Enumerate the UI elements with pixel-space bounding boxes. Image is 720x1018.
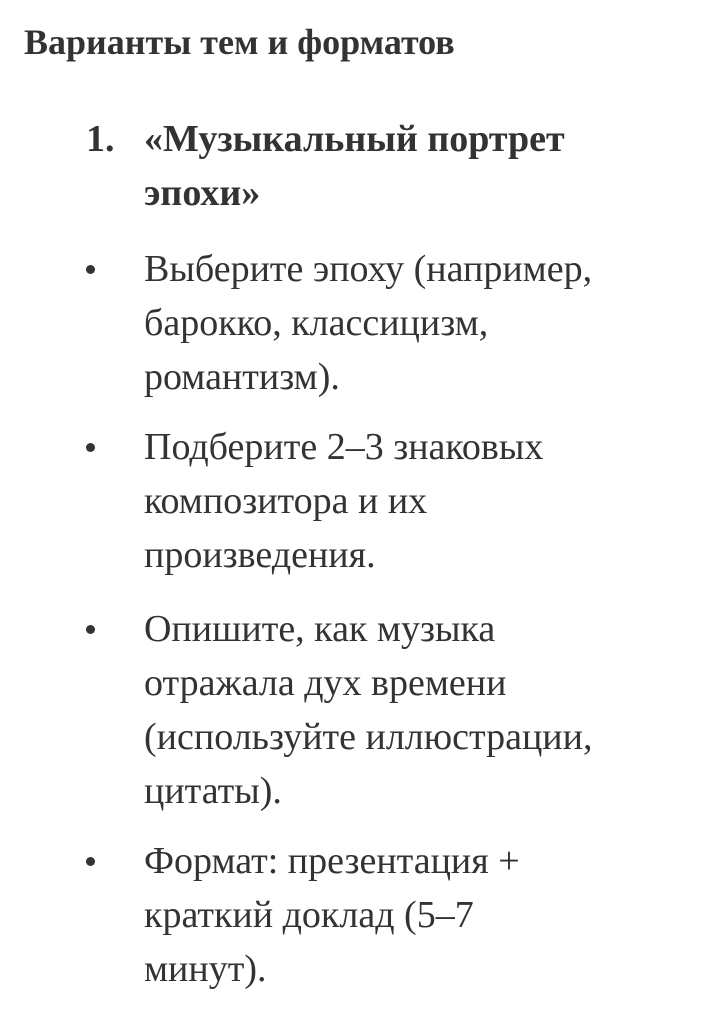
list-number: 1. xyxy=(86,118,115,160)
text-line: Подберите 2–3 знаковых xyxy=(144,426,544,468)
title-line: эпохи» xyxy=(144,172,261,214)
text-line: композитора и их xyxy=(144,480,428,522)
text-line: цитаты). xyxy=(144,770,282,812)
title-line: «Музыкальный портрет xyxy=(144,118,565,160)
text-line: (используйте иллюстрации, xyxy=(144,716,593,758)
text-line: романтизм). xyxy=(144,356,340,398)
text-line: минут). xyxy=(144,948,267,990)
list-item-text xyxy=(144,420,710,582)
text-line: Выберите эпоху (например, xyxy=(144,248,593,290)
list-item-text xyxy=(144,242,710,404)
text-line: произведения. xyxy=(144,534,376,576)
text-line: краткий доклад (5–7 xyxy=(144,894,474,936)
list-item-text xyxy=(144,602,710,818)
bullet-icon xyxy=(86,857,95,866)
section-heading: Варианты тем и форматов xyxy=(24,22,455,62)
bullet-icon xyxy=(86,443,95,452)
text-line: Опишите, как музыка xyxy=(144,608,496,650)
text-line: барокко, классицизм, xyxy=(144,302,489,344)
bullet-icon xyxy=(86,265,95,274)
text-line: Формат: презентация + xyxy=(144,840,520,882)
bullet-icon xyxy=(86,625,95,634)
numbered-item-title xyxy=(144,112,704,220)
list-item-text xyxy=(144,834,710,996)
text-line: отражала дух времени xyxy=(144,662,507,704)
